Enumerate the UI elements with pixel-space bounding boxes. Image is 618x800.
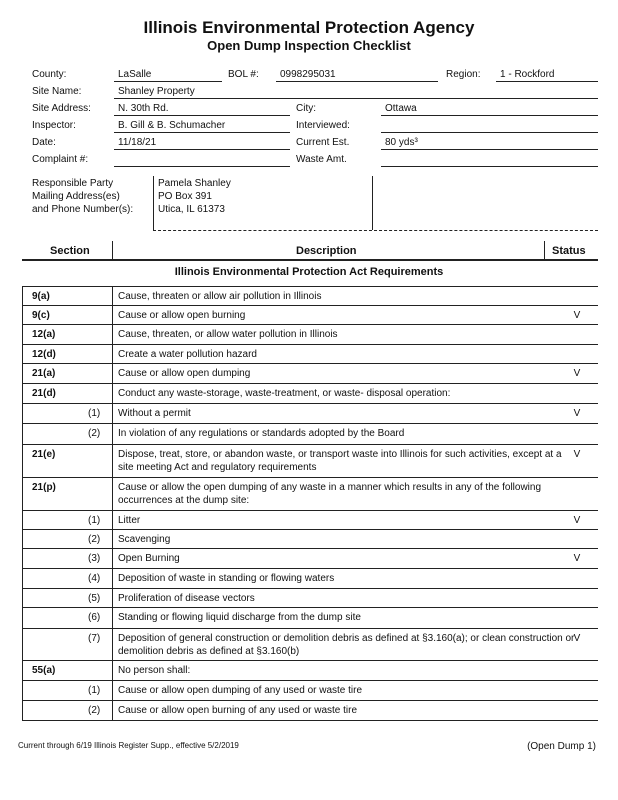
subsection-number: (1) [88,685,101,696]
table-row [22,403,598,424]
site-address-underline [114,115,290,116]
table-row [22,324,598,345]
row-divider [112,530,113,549]
bol-label: BOL #: [228,69,259,80]
row-divider [112,701,113,721]
row-divider [112,364,113,384]
agency-title: Illinois Environmental Protection Agency [143,18,475,37]
party-city-value: Utica, IL 61373 [158,204,225,215]
subsection-number: (5) [88,593,101,604]
subsection-number: (2) [88,534,101,545]
date-label: Date: [32,137,56,148]
requirement-description: Deposition of waste in standing or flowing waters [118,573,335,584]
mailing-address-label: Mailing Address(es) [32,191,120,202]
interviewed-label: Interviewed: [296,120,350,131]
waste-amt-label: Waste Amt. [296,154,347,165]
site-name-value: Shanley Property [118,86,195,97]
requirement-description: Standing or flowing liquid discharge from the dump site [118,612,361,623]
row-divider [112,445,113,478]
header-divider-left [112,241,113,261]
row-divider [112,608,113,629]
row-divider [112,345,113,364]
site-name-label: Site Name: [32,86,82,97]
responsible-party-label: Responsible Party [32,178,114,189]
table-row [22,510,598,530]
col-header-description: Description [296,245,357,257]
party-bracket-left [153,176,154,230]
status-mark: V [573,553,581,564]
site-address-value: N. 30th Rd. [118,103,169,114]
waste-amt-underline [381,166,598,167]
section-number: 21(e) [32,449,56,460]
requirement-description: Without a permit [118,408,191,419]
section-number: 12(d) [32,349,56,360]
current-est-label: Current Est. [296,137,350,148]
table-row [22,607,598,629]
row-divider [112,325,113,345]
row-divider [112,569,113,589]
county-underline [114,81,222,82]
table-row [22,680,598,701]
requirement-description: Deposition of general construction or demolition debris as defined at §3.160(a); or clean construction or demolition debris as defined at §3.160(b) [118,633,575,657]
table-row [22,568,598,589]
requirement-description: Open Burning [118,553,180,564]
requirement-description: Litter [118,515,141,526]
footer-form-id: (Open Dump 1) [527,741,596,752]
subsection-number: (2) [88,428,101,439]
requirement-description: Scavenging [118,534,171,545]
city-label: City: [296,103,316,114]
col-header-section: Section [50,245,90,257]
requirement-description: Cause or allow open burning of any used or waste tire [118,705,358,716]
table-row [22,477,598,511]
party-underline [153,230,598,231]
row-divider [112,661,113,681]
interviewed-underline [381,132,598,133]
inspector-label: Inspector: [32,120,76,131]
table-row [22,588,598,608]
region-label: Region: [446,69,481,80]
requirement-description: Cause or allow open dumping [118,368,251,379]
city-underline [381,115,598,116]
requirement-description: Cause or allow open dumping of any used or waste tire [118,685,363,696]
table-row [22,305,598,325]
requirement-description: Conduct any waste-storage, waste-treatment, or waste- disposal operation: [118,388,451,399]
requirement-description: Create a water pollution hazard [118,349,257,360]
section-number: 9(c) [32,310,50,321]
site-address-label: Site Address: [32,103,91,114]
table-row [22,548,598,569]
footer-citation: Current through 6/19 Illinois Register Supp., effective 5/2/2019 [18,741,239,750]
table-header-rule [22,259,598,261]
section-number: 21(p) [32,482,56,493]
row-divider [112,384,113,404]
section-number: 12(a) [32,329,56,340]
requirement-description: Cause or allow open burning [118,310,246,321]
row-divider [112,404,113,424]
bol-underline [276,81,438,82]
requirement-description: Cause or allow the open dumping of any waste in a manner which results in any of the following occurrences at the dump site: [118,482,542,506]
requirement-description: Cause, threaten, or allow water pollution in Illinois [118,329,338,340]
site-name-underline [114,98,598,99]
status-mark: V [573,633,581,644]
row-divider [112,511,113,530]
status-mark: V [573,368,581,379]
subsection-number: (6) [88,612,101,623]
row-divider [112,424,113,445]
current-est-value: 80 yds³ [385,137,418,148]
phone-number-label: and Phone Number(s): [32,204,134,215]
status-mark: V [573,310,581,321]
col-header-status: Status [552,245,586,257]
current-est-underline [381,149,598,150]
bol-value: 0998295031 [280,69,336,80]
section-number: 55(a) [32,665,56,676]
header-divider-right [544,241,545,261]
table-row [22,363,598,384]
checklist-subtitle: Open Dump Inspection Checklist [207,38,411,53]
table-row [22,529,598,549]
row-divider [112,478,113,511]
inspector-underline [114,132,290,133]
subsection-number: (1) [88,408,101,419]
date-underline [114,149,290,150]
requirement-description: Dispose, treat, store, or abandon waste, or transport waste into Illinois for such activities, except at a site meeting Act and regulatory requirements [118,449,562,473]
table-row [22,383,598,404]
county-label: County: [32,69,67,80]
table-row [22,700,598,721]
complaint-underline [114,166,290,167]
table-row [22,660,598,681]
party-po-value: PO Box 391 [158,191,212,202]
table-row [22,344,598,364]
requirement-description: Cause, threaten or allow air pollution in Illinois [118,291,322,302]
inspector-value: B. Gill & B. Schumacher [118,120,226,131]
row-divider [112,681,113,701]
table-bottom-rule [22,720,598,721]
row-divider [112,549,113,569]
county-value: LaSalle [118,69,152,80]
section-number: 21(d) [32,388,56,399]
row-divider [112,589,113,608]
table-left-border [22,286,23,720]
requirement-description: No person shall: [118,665,191,676]
subsection-number: (7) [88,633,101,644]
table-row [22,628,598,661]
date-value: 11/18/21 [118,137,157,148]
section-number: 9(a) [32,291,50,302]
row-divider [112,306,113,325]
party-name-value: Pamela Shanley [158,178,231,189]
subsection-number: (4) [88,573,101,584]
row-divider [112,287,113,306]
status-mark: V [573,449,581,460]
subsection-number: (3) [88,553,101,564]
city-value: Ottawa [385,103,417,114]
section-number: 21(a) [32,368,56,379]
row-divider [112,629,113,661]
act-requirements-heading: Illinois Environmental Protection Act Requirements [174,266,444,278]
complaint-label: Complaint #: [32,154,89,165]
requirement-description: In violation of any regulations or standards adopted by the Board [118,428,405,439]
status-mark: V [573,408,581,419]
region-value: 1 - Rockford [500,69,555,80]
party-bracket-right [372,176,373,230]
region-underline [496,81,598,82]
table-row [22,444,598,478]
table-row [22,423,598,445]
table-row [22,286,598,306]
subsection-number: (1) [88,515,101,526]
subsection-number: (2) [88,705,101,716]
requirement-description: Proliferation of disease vectors [118,593,255,604]
status-mark: V [573,515,581,526]
